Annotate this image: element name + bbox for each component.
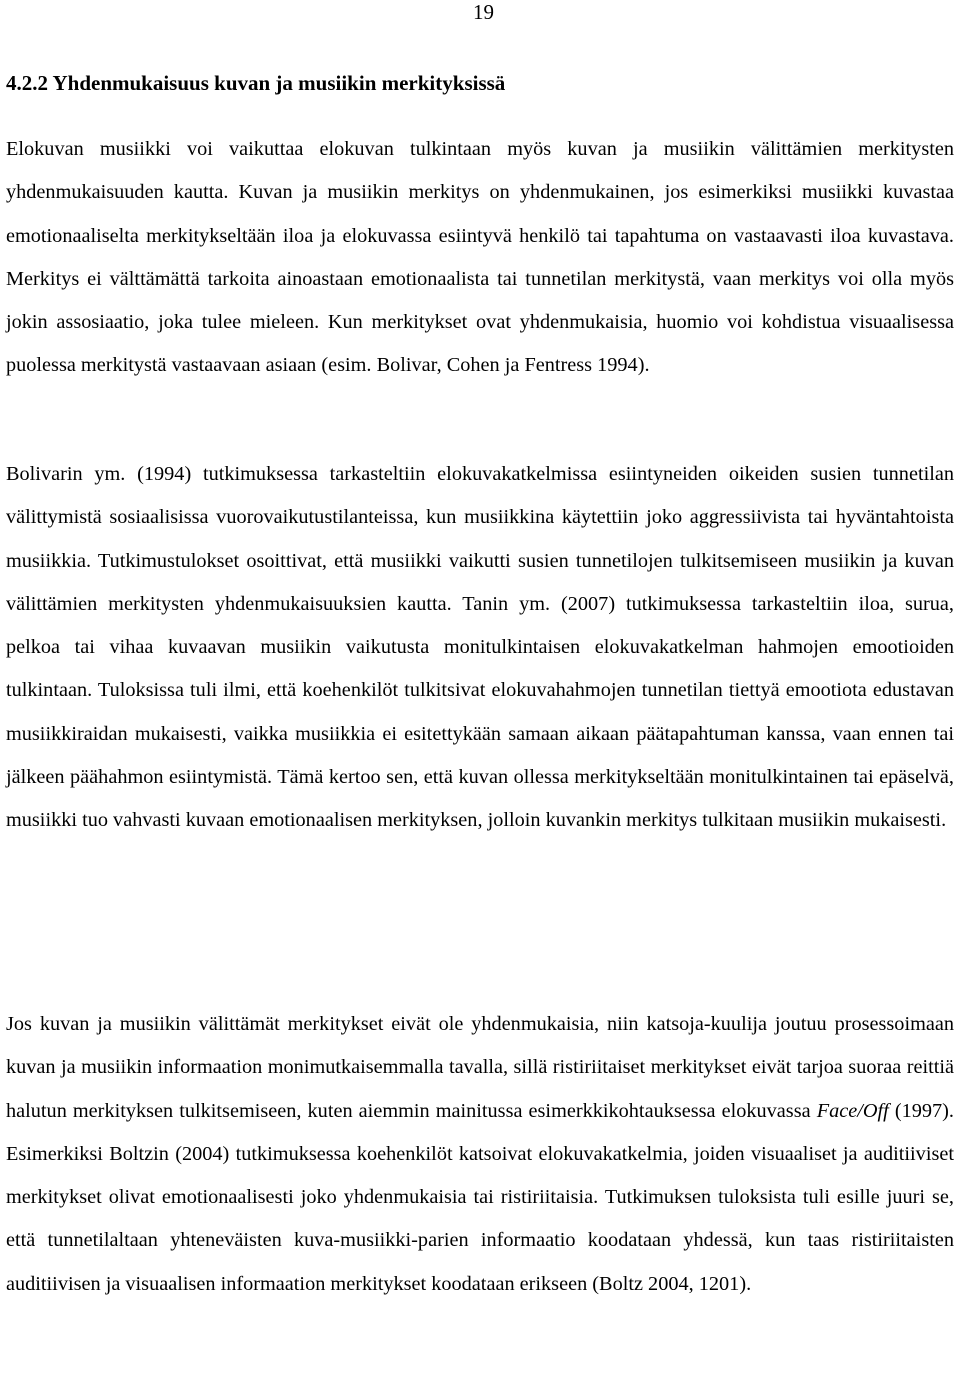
paragraph-3-text-end: (1997). Esimerkiksi Boltzin (2004) tutkimuksessa koehenkilöt katsoivat elokuvakatkelmia, joiden visuaaliset ja auditiiviset merkitykset olivat emotionaalisesti joko yhdenmukaisia tai ristiriitaisia. Tutkimuksen tuloksista tuli esille juuri se, että tunnetilaltaan yhteneväisten kuva-musiikki-parien informaatio koodataan yhdessä, kun taas ristiriitaisten auditiivisen ja visuaalisen informaation merkitykset koodataan erikseen (Boltz 2004, 1201). [6,1099,954,1295]
body-paragraph-2: Bolivarin ym. (1994) tutkimuksessa tarkasteltiin elokuvakatkelmissa esiintyneiden oikeiden susien tunnetilan välittymistä sosiaalisissa vuorovaikutustilanteissa, kun musiikkina käytettiin joko aggressiivista tai hyväntahtoista musiikkia. Tutkimustulokset osoittivat, että musiikki vaikutti susien tunnetilojen tulkitsemiseen musiikin ja kuvan välittämien merkitysten yhdenmukaisuuksien kautta. Tanin ym. (2007) tutkimuksessa tarkasteltiin iloa, surua, pelkoa tai vihaa kuvaavan musiikin vaikutusta monitulkintaisen elokuvakatkelman hahmojen emootioiden tulkintaan. Tuloksissa tuli ilmi, että koehenkilöt tulkitsivat elokuvahahmojen tunnetilan tiettyä emootiota edustavan musiikkiraidan mukaisesti, vaikka musiikkia ei esitettykään samaan aikaan päätapahtuman kanssa, vaan ennen tai jälkeen päähahmon esiintymistä. Tämä kertoo sen, että kuvan ollessa merkitykseltään monitulkintainen tai epäselvä, musiikki tuo vahvasti kuvaan emotionaalisen merkityksen, jolloin kuvankin merkitys tulkitaan musiikin mukaisesti. [6,463,954,832]
body-paragraph-1: Elokuvan musiikki voi vaikuttaa elokuvan tulkintaan myös kuvan ja musiikin välittämien merkitysten yhdenmukaisuuden kautta. Kuvan ja musiikin merkitys on yhdenmukainen, jos esimerkiksi musiikki kuvastaa emotionaaliselta merkitykseltään iloa ja elokuvassa esiintyvä henkilö tai tapahtuma on vastaavasti iloa kuvastava. Merkitys ei välttämättä tarkoita ainoastaan emotionaalista tai tunnetilan merkitystä, vaan merkitys voi olla myös jokin assosiaatio, joka tulee mieleen. Kun merkitykset ovat yhdenmukaisia, huomio voi kohdistua visuaalisessa puolessa merkitystä vastaavaan asiaan (esim. Bolivar, Cohen ja Fentress 1994). [6,138,954,377]
section-heading: 4.2.2 Yhdenmukaisuus kuvan ja musiikin merkityksissä [6,71,506,95]
film-title: Face/Off [816,1099,889,1122]
body-paragraph-3 [6,1003,954,1306]
page-number: 19 [473,0,494,24]
paragraph-3-text-start: Jos kuvan ja musiikin välittämät merkitykset eivät ole yhdenmukaisia, niin katsoja-kuulija joutuu prosessoimaan kuvan ja musiikin informaation monimutkaisemmalla tavalla, sillä ristiriitaiset merkitykset eivät tarjoa suoraa reittiä halutun merkityksen tulkitsemiseen, kuten aiemmin mainitussa esimerkkikohtauksessa elokuvassa [6,1013,954,1122]
